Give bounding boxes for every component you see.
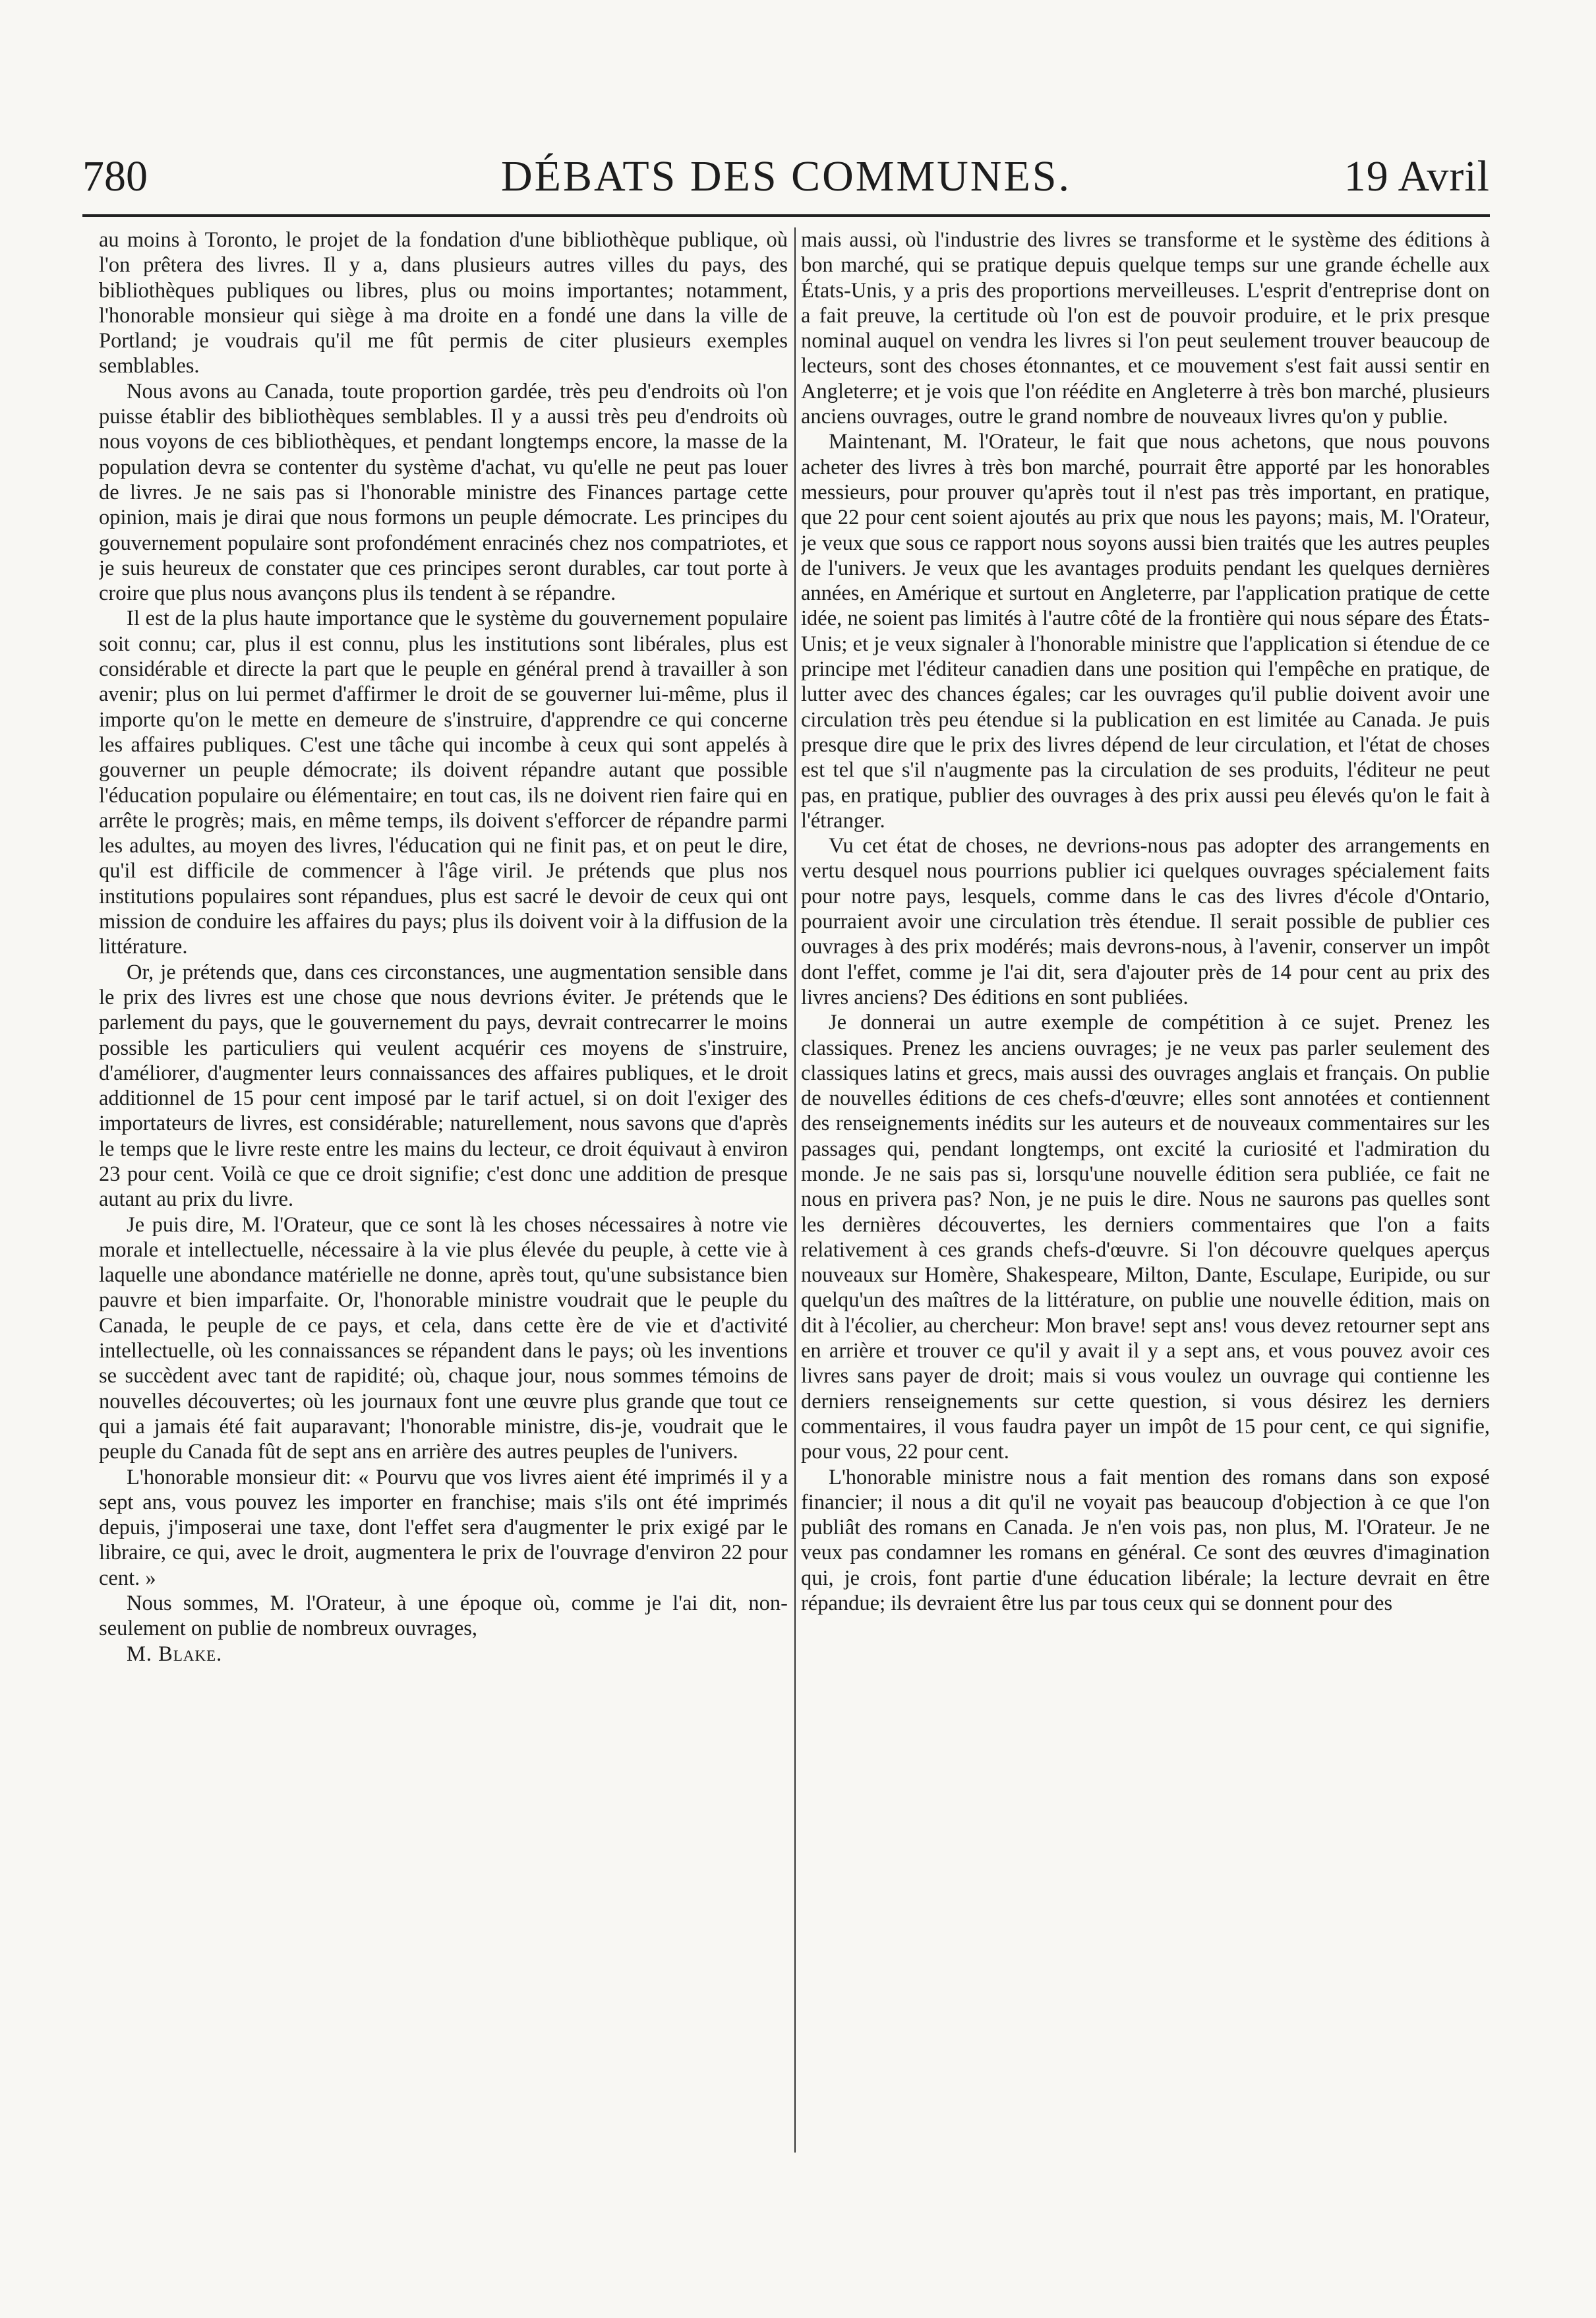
paragraph: L'honorable monsieur dit: « Pourvu que vos livres aient été imprimés il y a sept ans, vous pouvez les importer en franchise; mais s'ils ont été imprimés depuis, j'imposerai une taxe, dont l'effet sera d'augmenter le prix exigé par le libraire, ce qui, avec le droit, augmentera le prix de l'ouvrage d'environ 22 pour cent. » [99, 1465, 788, 1590]
paragraph: au moins à Toronto, le projet de la fondation d'une bibliothèque publique, où l'on prêtera des livres. Il y a, dans plusieurs autres villes du pays, des bibliothèques publiques ou libres, plus ou moins importantes; notamment, l'honorable monsieur qui siège à ma droite en a fondé une dans la ville de Portland; je voudrais qu'il me fût permis de citer plusieurs exemples semblables. [99, 228, 788, 378]
paragraph: Je puis dire, M. l'Orateur, que ce sont là les choses nécessaires à notre vie morale et intellectuelle, nécessaire à la vie plus élevée du peuple, à cette vie à laquelle une abondance matérielle ne donne, après tout, qu'une subsistance bien pauvre et bien imparfaite. Or, l'honorable ministre voudrait que le peuple du Canada, le peuple de ce pays, et cela, dans cette ère de vie et d'activité intellectuelle, où les connaissances se répandent dans le pays; où les inventions se succèdent avec tant de rapidité; où, chaque jour, nous sommes témoins de nouvelles découvertes; où les journaux font une œuvre plus grande que tout ce qui a jamais été fait auparavant; l'honorable ministre, dis-je, voudrait que le peuple du Canada fût de sept ans en arrière des autres peuples de l'univers. [99, 1212, 788, 1464]
page-title: DÉBATS DES COMMUNES. [501, 152, 1071, 200]
paragraph: Vu cet état de choses, ne devrions-nous pas adopter des arrangements en vertu desquel nous pourrions publier ici quelques ouvrages spécialement faits pour notre pays, lesquels, comme dans le cas des livres d'école d'Ontario, pourraient avoir une circulation très étendue. Il serait possible de publier ces ouvrages à des prix modérés; mais devrons-nous, à l'avenir, conserver un impôt dont l'effet, comme je l'ai dit, sera d'ajouter près de 14 pour cent au prix des livres anciens? Des éditions en sont publiées. [801, 834, 1490, 1009]
right-column [801, 227, 1490, 2159]
column-divider [794, 227, 796, 2153]
header-rule [82, 214, 1490, 217]
paragraph: Il est de la plus haute importance que le système du gouvernement populaire soit connu; car, plus il est connu, plus les institutions sont libérales, plus est considérable et directe la part que le peuple en général prend à travailler à son avenir; plus on lui permet d'affirmer le droit de se gouverner lui-même, plus il importe qu'on le mette en demeure de s'instruire, d'apprendre ce qui concerne les affaires publiques. C'est une tâche qui incombe à ceux qui sont appelés à gouverner un peuple démocrate; ils doivent répandre autant que possible l'éducation populaire ou élémentaire; en tout cas, ils ne doivent rien faire qui en arrête le progrès; mais, en même temps, ils doivent s'efforcer de répandre parmi les adultes, au moyen des livres, l'éducation qui ne finit pas, et on peut le dire, qu'il est difficile de commencer à l'âge viril. Je prétends que plus nos institutions populaires sont répandues, plus est sacré le devoir de ceux qui ont mission de conduire les affaires du pays; plus ils doivent voir à la diffusion de la littérature. [99, 607, 788, 959]
paragraph: mais aussi, où l'industrie des livres se transforme et le système des éditions à bon marché, qui se pratique depuis quelque temps sur une grande échelle aux États-Unis, y a pris des proportions merveilleuses. L'esprit d'entreprise dont on a fait preuve, la certitude où l'on est de pouvoir produire, et le prix presque nominal auquel on vendra les livres si l'on peut seulement trouver beaucoup de lecteurs, sont des choses étonnantes, et ce mouvement s'est fait aussi sentir en Angleterre; et je vois que l'on réédite en Angleterre à très bon marché, plusieurs anciens ouvrages, outre le grand nombre de nouveaux livres qu'on y publie. [801, 228, 1490, 429]
left-column [99, 227, 788, 2159]
paragraph: Nous avons au Canada, toute proportion gardée, très peu d'endroits où l'on puisse établir des bibliothèques semblables. Il y a aussi très peu d'endroits où nous voyons de ces bibliothèques, et pendant longtemps encore, la masse de la population devra se contenter du système d'achat, vu qu'elle ne peut pas louer de livres. Je ne sais pas si l'honorable ministre des Finances partage cette opinion, mais je dirai que nous formons un peuple démocrate. Les principes du gouvernement populaire sont profondément enracinés chez nos compatriotes, et je suis heureux de constater que ces principes seront durables, car tout porte à croire que plus nous avançons plus ils tendent à se répandre. [99, 379, 788, 606]
paragraph: Nous sommes, M. l'Orateur, à une époque où, comme je l'ai dit, non-seulement on publie de nombreux ouvrages, [99, 1591, 788, 1641]
page-date: 19 Avril [1344, 152, 1490, 200]
paragraph: L'honorable ministre nous a fait mention des romans dans son exposé financier; il nous a dit qu'il ne voyait pas beaucoup d'objection à ce que l'on publiât des romans en Canada. Je n'en vois pas, non plus, M. l'Orateur. Je ne veux pas condamner les romans en général. Ce sont des œuvres d'imagination qui, je crois, font partie d'une éducation libérale; la lecture devrait en être répandue; ils devraient être lus par tous ceux qui se donnent pour des [801, 1465, 1490, 1616]
paragraph: Maintenant, M. l'Orateur, le fait que nous achetons, que nous pouvons acheter des livres à très bon marché, pourrait être apporté par les honorables messieurs, pour prouver qu'après tout il n'est pas très important, en pratique, que 22 pour cent soient ajoutés au prix que nous les payons; mais, M. l'Orateur, je veux que sous ce rapport nous soyons aussi bien traités que les autres peuples de l'univers. Je veux que les avantages produits pendant les quelques dernières années, en Amérique et surtout en Angleterre, par l'application pratique de cette idée, ne soient pas limités à l'autre côté de la frontière qui nous sépare des États-Unis; et je veux signaler à l'honorable ministre que l'application si étendue de ce principe met l'éditeur canadien dans une position qui l'empêche en pratique, de lutter avec des chances égales; car les ouvrages qu'il publie doivent avoir une circulation très peu étendue si la publication en est limitée au Canada. Je puis presque dire que le prix des livres dépend de leur circulation, et l'état de choses est tel que s'il n'augmente pas la circulation de ses produits, l'éditeur ne peut pas, en pratique, publier des ouvrages à des prix aussi peu élevés qu'on le fait à l'étranger. [801, 430, 1490, 833]
paragraph: Je donnerai un autre exemple de compétition à ce sujet. Prenez les classiques. Prenez les anciens ouvrages; je ne veux pas parler seulement des classiques latins et grecs, mais aussi des ouvrages anglais et français. On publie de nouvelles éditions de ces chefs-d'œuvre; elles sont annotées et contiennent des renseignements inédits sur les auteurs et de nouveaux commentaires sur les passages qui, pendant longtemps, ont excité la curiosité et l'admiration du monde. Je ne sais pas si, lorsqu'une nouvelle édition sera publiée, ce fait ne nous en privera pas? Non, je ne puis le dire. Nous ne saurons pas quelles sont les dernières découvertes, les derniers commentaires que l'on a faits relativement à ces grands chefs-d'œuvre. Si l'on découvre quelques aperçus nouveaux sur Homère, Shakespeare, Milton, Dante, Esculape, Euripide, ou sur quelqu'un des maîtres de la littérature, on publie une nouvelle édition, mais on dit à l'écolier, au chercheur: Mon brave! sept ans! vous devez retourner sept ans en arrière et trouver ce qu'il y avait il y a sept ans, et vous pouvez avoir ces livres sans payer de droit; mais si vous voulez un ouvrage qui contienne les derniers renseignements sur cette question, si vous désirez les derniers commentaires, il vous faudra payer un impôt de 15 pour cent, ce qui signifie, pour vous, 22 pour cent. [801, 1011, 1490, 1464]
paragraph: Or, je prétends que, dans ces circonstances, une augmentation sensible dans le prix des livres est une chose que nous devrions éviter. Je prétends que le parlement du pays, que le gouvernement du pays, devrait contrecarrer le moins possible les particuliers qui veulent acquérir ces moyens de s'instruire, d'améliorer, d'augmenter leurs connaissances des affaires publiques, et le droit additionnel de 15 pour cent imposé par le tarif actuel, si on doit l'exiger des importateurs de livres, est considérable; naturellement, nous savons que d'après le temps que le livre reste entre les mains du lecteur, ce droit équivaut à environ 23 pour cent. Voilà ce que ce droit signifie; c'est donc une addition de presque autant au prix du livre. [99, 960, 788, 1212]
page-header [82, 152, 1490, 218]
page-number: 780 [82, 152, 148, 200]
speaker-signature: M. Blake. [127, 1642, 223, 1666]
